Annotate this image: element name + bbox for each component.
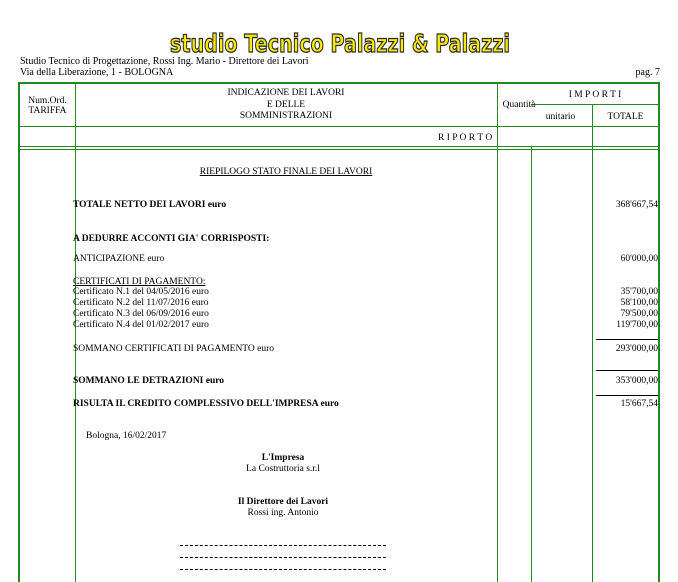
certificato-label: Certificato N.3 del 06/09/2016 euro (73, 309, 209, 319)
col-divider (497, 84, 498, 582)
direttore-title: Il Direttore dei Lavori (237, 497, 329, 507)
importi-label: I M P O R T I (568, 90, 622, 100)
indicazione-line-1: INDICAZIONE DEI LAVORI (227, 88, 345, 98)
indicazione-line-2: E DELLE (266, 100, 306, 110)
row-divider (20, 126, 658, 127)
credito-value: 15'667,54 (620, 399, 658, 409)
impresa-name: La Costruttoria s.r.l (246, 464, 320, 474)
header-line-1: Studio Tecnico di Progettazione, Rossi Ing. Mario - Direttore dei Lavori (20, 56, 309, 67)
sommano-certificati-value: 293'000,00 (615, 344, 658, 354)
row-divider (531, 104, 658, 105)
anticipazione-label: ANTICIPAZIONE euro (73, 254, 165, 264)
tariffa-label: TARIFFA (28, 106, 67, 116)
page-number: pag. 7 (635, 67, 660, 78)
totale-label: TOTALE (607, 112, 644, 122)
sommano-detrazioni-label: SOMMANO LE DETRAZIONI euro (73, 376, 225, 386)
col-divider (592, 104, 593, 582)
signature-date: Bologna, 16/02/2017 (86, 431, 167, 441)
direttore-name: Rossi ing. Antonio (247, 508, 319, 518)
certificato-value: 58'100,00 (620, 298, 658, 308)
col-divider (531, 146, 532, 582)
signature-line (180, 545, 386, 546)
certificati-title: CERTIFICATI DI PAGAMENTO: (73, 277, 206, 287)
table-frame (18, 82, 660, 582)
certificato-value: 35'700,00 (620, 287, 658, 297)
header-line-2: Via della Liberazione, 1 - BOLOGNA (20, 67, 174, 78)
dedurre-label: A DEDURRE ACCONTI GIA' CORRISPOSTI: (73, 234, 270, 244)
signature-line (180, 557, 386, 558)
totale-netto-label: TOTALE NETTO DEI LAVORI euro (73, 200, 227, 210)
studio-logo (168, 28, 513, 58)
credito-label: RISULTA IL CREDITO COMPLESSIVO DELL'IMPRESA euro (73, 399, 339, 409)
certificato-value: 79'500,00 (620, 309, 658, 319)
sommano-detrazioni-value: 353'000,00 (615, 376, 658, 386)
anticipazione-value: 60'000,00 (620, 254, 658, 264)
impresa-title: L'Impresa (261, 453, 305, 463)
logo-text: studio Tecnico Palazzi & Palazzi (170, 29, 510, 58)
certificato-label: Certificato N.1 del 04/05/2016 euro (73, 287, 209, 297)
num-ord-label: Num.Ord. (28, 96, 67, 106)
sum-rule (596, 339, 658, 340)
sum-rule (596, 395, 658, 396)
row-divider (20, 149, 658, 150)
certificato-label: Certificato N.4 del 01/02/2017 euro (73, 320, 209, 330)
row-divider (20, 146, 658, 147)
certificato-value: 119'700,00 (616, 320, 658, 330)
col-divider (75, 84, 76, 582)
sommano-certificati-label: SOMMANO CERTIFICATI DI PAGAMENTO euro (73, 344, 275, 354)
riporto-label: R I P O R T O (438, 133, 493, 143)
quantita-label: Quantità (502, 100, 536, 110)
certificato-label: Certificato N.2 del 11/07/2016 euro (73, 298, 209, 308)
signature-line (180, 569, 386, 570)
indicazione-line-3: SOMMINISTRAZIONI (239, 111, 333, 121)
riepilogo-title: RIEPILOGO STATO FINALE DEI LAVORI (199, 167, 373, 177)
totale-netto-value: 368'667,54 (615, 200, 658, 210)
sum-rule (596, 370, 658, 371)
unitario-label: unitario (545, 112, 576, 122)
